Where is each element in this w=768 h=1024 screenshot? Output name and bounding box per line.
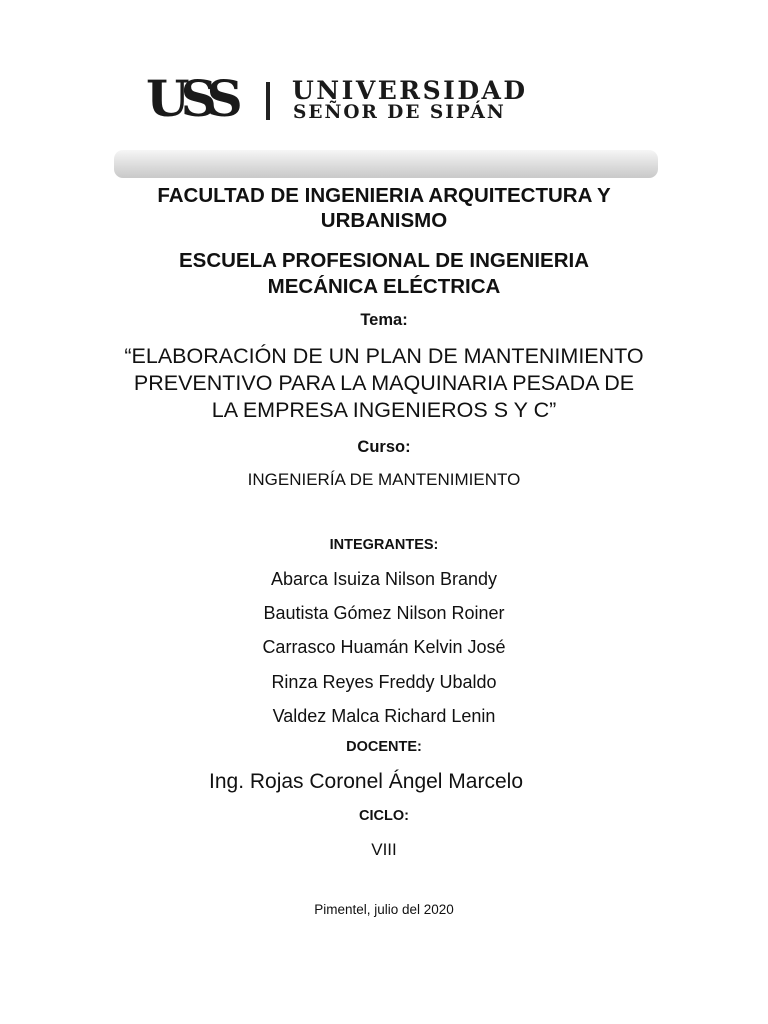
header-gray-bar	[114, 150, 658, 178]
teacher-label: DOCENTE:	[346, 739, 422, 755]
course-value: INGENIERÍA DE MANTENIMIENTO	[247, 470, 521, 489]
theme-line-3: LA EMPRESA INGENIEROS S Y C”	[211, 398, 557, 422]
member-name: Bautista Gómez Nilson Roiner	[263, 603, 505, 623]
university-subname: SEÑOR DE SIPÁN	[293, 102, 506, 123]
faculty-line-2: URBANISMO	[320, 209, 448, 232]
faculty-line-1: FACULTAD DE INGENIERIA ARQUITECTURA Y	[157, 184, 611, 207]
school-line-1: ESCUELA PROFESIONAL DE INGENIERIA	[178, 249, 590, 272]
university-header	[114, 44, 658, 180]
course-label: Curso:	[357, 438, 411, 456]
cycle-label: CICLO:	[359, 808, 409, 824]
member-name: Abarca Isuiza Nilson Brandy	[270, 569, 498, 589]
members-label: INTEGRANTES:	[329, 537, 439, 553]
university-name: UNIVERSIDAD	[292, 76, 528, 105]
member-name: Carrasco Huamán Kelvin José	[262, 637, 506, 657]
university-logo	[144, 70, 244, 126]
theme-line-2: PREVENTIVO PARA LA MAQUINARIA PESADA DE	[133, 371, 635, 395]
member-name: Rinza Reyes Freddy Ubaldo	[271, 672, 497, 692]
school-line-2: MECÁNICA ELÉCTRICA	[267, 275, 501, 298]
member-name: Valdez Malca Richard Lenin	[272, 706, 496, 726]
theme-label: Tema:	[360, 311, 408, 329]
logo-divider	[266, 82, 270, 120]
cycle-value: VIII	[371, 840, 397, 859]
theme-line-1: “ELABORACIÓN DE UN PLAN DE MANTENIMIENTO	[124, 344, 644, 368]
place-date: Pimentel, julio del 2020	[314, 902, 454, 917]
teacher-name: Ing. Rojas Coronel Ángel Marcelo	[209, 770, 523, 793]
logo-letters: USS	[146, 70, 234, 126]
